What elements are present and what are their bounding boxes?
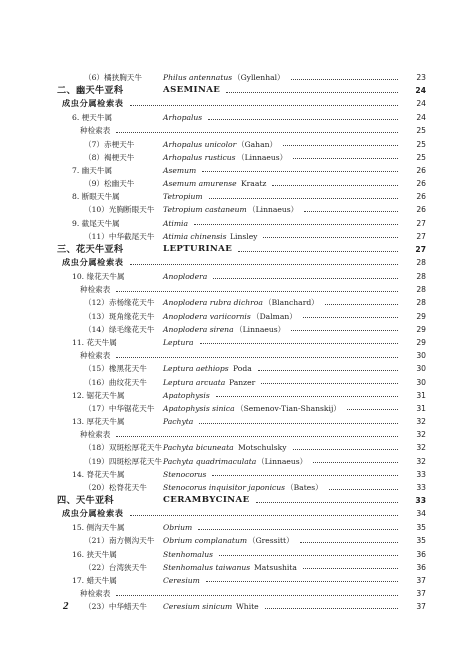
- toc-genus-entry: [0, 270, 450, 283]
- toc-species-entry: [0, 441, 450, 454]
- toc-entry-label: 三、花天牛亚科: [57, 244, 124, 256]
- toc-entry-label: 种检索表: [80, 589, 111, 599]
- toc-species-entry: [0, 203, 450, 216]
- toc-entry-label: 15. 侧沟天牛属: [72, 523, 125, 533]
- toc-entry-latin-name: Tetropium castaneum: [163, 205, 247, 215]
- toc-entry-label: 8. 断眼天牛属: [72, 192, 120, 202]
- toc-entry-label: （6）橘狭胸天牛: [84, 73, 142, 82]
- toc-entry-author: （Gahan）: [237, 139, 278, 149]
- toc-species-key-entry: [0, 349, 450, 362]
- toc-entry-page: 27: [416, 231, 426, 241]
- toc-entry-latin-name: Obrium complanatum: [163, 536, 248, 546]
- toc-entry-latin-name: Apatophysis: [163, 390, 210, 400]
- toc-genus-entry: [0, 389, 450, 402]
- toc-dot-leader: [261, 383, 398, 384]
- toc-entry-label: 二、幽天牛亚科: [57, 85, 124, 97]
- toc-entry-page: 30: [416, 364, 426, 374]
- toc-dot-leader: [265, 608, 398, 609]
- toc-subfamily-heading: [0, 243, 450, 256]
- toc-entry-page: 28: [416, 258, 426, 268]
- toc-entry-label: 成虫分属检索表: [62, 508, 124, 519]
- toc-entry-latin-name: Arhopalus: [163, 113, 203, 123]
- page-number: 2: [63, 600, 69, 612]
- toc-entry-label: 6. 梗天牛属: [72, 113, 113, 123]
- toc-entry-label: （10）光胸断眼天牛: [84, 205, 155, 215]
- toc-dot-leader: [325, 304, 398, 305]
- toc-dot-leader: [219, 555, 398, 556]
- toc-entry-page: 34: [416, 509, 426, 519]
- toc-entry-latin-name: Leptura arcuata: [163, 377, 226, 387]
- toc-entry-page: 26: [416, 205, 426, 215]
- toc-dot-leader: [199, 423, 398, 424]
- toc-entry-page: 27: [416, 218, 426, 228]
- toc-entry-latin-name: Tetropium: [163, 192, 203, 202]
- toc-entry-page: 26: [416, 179, 426, 189]
- toc-entry-author: （Bates）: [286, 483, 323, 493]
- toc-entry-label: 成虫分属检索表: [62, 98, 124, 109]
- toc-entry-latin-name: Asemum amurense: [163, 179, 237, 189]
- toc-key-heading: [0, 97, 450, 111]
- toc-species-entry: [0, 455, 450, 468]
- toc-dot-leader: [116, 357, 398, 358]
- toc-species-entry: [0, 151, 450, 164]
- toc-entry-author: Poda: [233, 364, 252, 374]
- toc-dot-leader: [258, 370, 398, 371]
- toc-entry-author: （Blanchard）: [264, 298, 319, 308]
- toc-entry-latin-name: Stenhomalus taiwanus: [163, 562, 251, 572]
- toc-entry-page: 36: [416, 562, 426, 572]
- toc-dot-leader: [293, 449, 398, 450]
- toc-dot-leader: [329, 489, 398, 490]
- toc-entry-author: Kraatz: [241, 179, 267, 189]
- toc-entry-page: 23: [416, 73, 426, 82]
- toc-entry-author: Linsley: [230, 231, 258, 241]
- toc-dot-leader: [130, 105, 398, 106]
- toc-entry-page: 26: [416, 192, 426, 202]
- toc-entry-label: 成虫分属检索表: [62, 257, 124, 268]
- toc-entry-page: 28: [416, 272, 426, 282]
- toc-dot-leader: [263, 237, 398, 238]
- toc-entry-latin-name: Asemum: [163, 165, 197, 175]
- toc-species-entry: [0, 310, 450, 323]
- toc-entry-latin-name: Anoplodera variicornis: [163, 311, 251, 321]
- toc-dot-leader: [313, 462, 398, 463]
- toc-entry-author: Matsushita: [254, 562, 297, 572]
- toc-entry-label: （21）南方侧沟天牛: [84, 536, 155, 546]
- toc-entry-page: 35: [416, 523, 426, 533]
- toc-dot-leader: [300, 542, 398, 543]
- toc-entry-latin-name: Arhopalus unicolor: [163, 139, 237, 149]
- toc-entry-author: （Semenov-Tian-Shanskij）: [236, 403, 341, 413]
- toc-entry-author: （Dalman）: [252, 311, 297, 321]
- toc-dot-leader: [116, 132, 398, 133]
- toc-entry-label: 16. 狭天牛属: [72, 549, 117, 559]
- toc-entry-page: 31: [416, 403, 426, 413]
- toc-dot-leader: [206, 581, 398, 582]
- toc-entry-latin-name: Obrium: [163, 523, 193, 533]
- toc-entry-page: 32: [416, 456, 426, 466]
- toc-entry-page: 32: [416, 430, 426, 440]
- toc-entry-page: 25: [416, 126, 426, 136]
- toc-entry-page: 32: [416, 443, 426, 453]
- toc-entry-page: 33: [416, 483, 426, 493]
- toc-genus-entry: [0, 111, 450, 124]
- toc-dot-leader: [226, 92, 398, 93]
- toc-dot-leader: [291, 79, 398, 80]
- toc-genus-entry: [0, 468, 450, 481]
- toc-entry-label: 11. 花天牛属: [72, 337, 117, 347]
- toc-entry-latin-name: LEPTURINAE: [163, 244, 233, 255]
- toc-dot-leader: [130, 515, 398, 516]
- toc-entry-label: 种检索表: [80, 351, 111, 361]
- toc-entry-page: 24: [416, 99, 426, 109]
- toc-species-key-entry: [0, 428, 450, 441]
- toc-entry-author: White: [236, 602, 259, 612]
- toc-genus-entry: [0, 164, 450, 177]
- toc-dot-leader: [130, 264, 398, 265]
- toc-entry-page: 25: [416, 139, 426, 149]
- toc-entry-page: 37: [416, 602, 426, 612]
- toc-entry-label: 13. 厚花天牛属: [72, 417, 125, 427]
- toc-dot-leader: [347, 409, 398, 410]
- toc-entry-page: 29: [416, 337, 426, 347]
- toc-dot-leader: [293, 158, 398, 159]
- toc-species-entry: [0, 230, 450, 243]
- toc-entry-label: 14. 脊花天牛属: [72, 469, 125, 479]
- toc-entry-label: （13）斑角缘花天牛: [84, 311, 155, 321]
- toc-key-heading: [0, 256, 450, 270]
- toc-entry-page: 29: [416, 311, 426, 321]
- toc-entry-label: （9）松幽天牛: [84, 179, 135, 189]
- toc-entry-label: 17. 蜡天牛属: [72, 575, 117, 585]
- toc-entry-page: 31: [416, 390, 426, 400]
- toc-dot-leader: [116, 595, 398, 596]
- toc-dot-leader: [238, 251, 398, 252]
- toc-entry-author: （Linnaeus）: [257, 456, 308, 466]
- toc-species-entry: [0, 323, 450, 336]
- toc-entry-page: 24: [416, 113, 426, 123]
- toc-entry-latin-name: Arhopalus rusticus: [163, 152, 236, 162]
- toc-species-entry: [0, 362, 450, 375]
- toc-key-heading: [0, 507, 450, 521]
- toc-entry-latin-name: Apatophysis sinica: [163, 403, 235, 413]
- toc-dot-leader: [283, 145, 398, 146]
- toc-entry-page: 28: [416, 298, 426, 308]
- toc-dot-leader: [304, 211, 398, 212]
- toc-entry-label: （19）四斑松厚花天牛: [84, 456, 163, 466]
- toc-dot-leader: [216, 396, 398, 397]
- toc-dot-leader: [200, 343, 398, 344]
- toc-entry-label: （18）双斑松厚花天牛: [84, 443, 163, 453]
- toc-entry-page: 29: [416, 324, 426, 334]
- toc-entry-author: （Linnaeus）: [248, 205, 299, 215]
- toc-species-key-entry: [0, 283, 450, 296]
- toc-genus-entry: [0, 548, 450, 561]
- toc-entry-latin-name: Stenocorus: [163, 469, 207, 479]
- toc-entry-page: 33: [415, 496, 426, 506]
- toc-species-entry: [0, 138, 450, 151]
- toc-entry-label: （20）松脊花天牛: [84, 483, 147, 493]
- toc-dot-leader: [303, 317, 398, 318]
- toc-entry-label: （14）绿毛缘花天牛: [84, 324, 155, 334]
- toc-entry-latin-name: Leptura: [163, 337, 194, 347]
- toc-dot-leader: [213, 278, 398, 279]
- toc-dot-leader: [272, 185, 398, 186]
- toc-genus-entry: [0, 521, 450, 534]
- toc-entry-label: 种检索表: [80, 126, 111, 136]
- toc-species-entry: [0, 296, 450, 309]
- toc-entry-latin-name: Ceresium: [163, 575, 200, 585]
- toc-entry-author: Panzer: [229, 377, 256, 387]
- toc-entry-page: 25: [416, 152, 426, 162]
- toc-entry-label: 9. 截尾天牛属: [72, 218, 120, 228]
- toc-species-entry: [0, 534, 450, 547]
- toc-genus-entry: [0, 190, 450, 203]
- toc-species-entry: [0, 402, 450, 415]
- toc-entry-label: （15）橡黑花天牛: [84, 364, 147, 374]
- toc-entry-author: （Gyllenhal）: [233, 73, 285, 82]
- toc-dot-leader: [256, 502, 398, 503]
- toc-entry-latin-name: Atimia: [163, 218, 188, 228]
- toc-entry-latin-name: Leptura aethiops: [163, 364, 229, 374]
- toc-species-entry: [0, 71, 450, 84]
- toc-dot-leader: [291, 330, 398, 331]
- toc-dot-leader: [202, 171, 398, 172]
- toc-entry-label: （17）中华锯花天牛: [84, 403, 155, 413]
- toc-entry-label: 7. 幽天牛属: [72, 165, 113, 175]
- toc-entry-label: 种检索表: [80, 285, 111, 295]
- toc-entry-label: （22）台湾狭天牛: [84, 562, 147, 572]
- toc-entry-page: 32: [416, 417, 426, 427]
- toc-dot-leader: [212, 475, 398, 476]
- toc-entry-label: 四、天牛亚科: [57, 495, 114, 507]
- toc-entry-author: （Linnaeus）: [237, 152, 288, 162]
- toc-species-key-entry: [0, 587, 450, 600]
- toc-species-entry: [0, 481, 450, 494]
- toc-species-entry: [0, 177, 450, 190]
- toc-entry-label: 12. 锯花天牛属: [72, 390, 125, 400]
- toc-entry-page: 30: [416, 377, 426, 387]
- toc-entry-latin-name: Stenocorus inquisitor japonicus: [163, 483, 286, 493]
- toc-entry-latin-name: Stenhomalus: [163, 549, 214, 559]
- toc-dot-leader: [209, 198, 398, 199]
- toc-entry-latin-name: Pachyta: [163, 417, 194, 427]
- toc-entry-latin-name: Pachyta bicuneata: [163, 443, 234, 453]
- toc-genus-entry: [0, 217, 450, 230]
- toc-entry-page: 33: [416, 469, 426, 479]
- toc-subfamily-heading: [0, 84, 450, 97]
- toc-dot-leader: [116, 291, 398, 292]
- toc-entry-label: （11）中华截尾天牛: [84, 231, 155, 241]
- toc-entry-label: （8）褐梗天牛: [84, 152, 135, 162]
- toc-entry-latin-name: Atimia chinensis: [163, 231, 227, 241]
- toc-entry-page: 26: [416, 165, 426, 175]
- toc-genus-entry: [0, 415, 450, 428]
- toc-entry-latin-name: Anoplodera sirena: [163, 324, 234, 334]
- toc-entry-latin-name: Pachyta quadrimaculata: [163, 456, 257, 466]
- toc-entry-author: （Linnaeus）: [235, 324, 286, 334]
- toc-dot-leader: [303, 568, 398, 569]
- toc-entry-label: （7）赤梗天牛: [84, 139, 135, 149]
- toc-entry-label: （16）曲纹花天牛: [84, 377, 147, 387]
- toc-entry-page: 35: [416, 536, 426, 546]
- toc-species-entry: [0, 561, 450, 574]
- toc-entry-latin-name: Ceresium sinicum: [163, 602, 233, 612]
- toc-entry-latin-name: Anoplodera rubra dichroa: [163, 298, 263, 308]
- toc-entry-author: （Gressitt）: [248, 536, 294, 546]
- table-of-contents: [0, 71, 450, 614]
- toc-entry-page: 36: [416, 549, 426, 559]
- toc-genus-entry: [0, 574, 450, 587]
- toc-entry-page: 37: [416, 589, 426, 599]
- toc-dot-leader: [194, 224, 398, 225]
- toc-entry-latin-name: Anoplodera: [163, 272, 208, 282]
- toc-genus-entry: [0, 336, 450, 349]
- toc-entry-label: 种检索表: [80, 430, 111, 440]
- toc-entry-label: （12）赤杨缘花天牛: [84, 298, 155, 308]
- toc-dot-leader: [116, 436, 398, 437]
- toc-dot-leader: [208, 119, 398, 120]
- toc-entry-page: 28: [416, 285, 426, 295]
- toc-entry-latin-name: Philus antennatus: [163, 73, 233, 82]
- toc-entry-page: 37: [416, 575, 426, 585]
- toc-entry-label: （23）中华蜡天牛: [84, 602, 147, 612]
- toc-entry-latin-name: ASEMINAE: [163, 85, 221, 96]
- toc-entry-latin-name: CERAMBYCINAE: [163, 495, 250, 506]
- toc-species-entry: [0, 376, 450, 389]
- toc-entry-page: 27: [415, 245, 426, 255]
- toc-entry-label: 10. 缘花天牛属: [72, 272, 125, 282]
- toc-dot-leader: [198, 529, 398, 530]
- toc-entry-page: 30: [416, 351, 426, 361]
- toc-entry-page: 24: [415, 86, 426, 96]
- toc-entry-author: Motschulsky: [238, 443, 287, 453]
- toc-subfamily-heading: [0, 494, 450, 507]
- toc-species-key-entry: [0, 124, 450, 137]
